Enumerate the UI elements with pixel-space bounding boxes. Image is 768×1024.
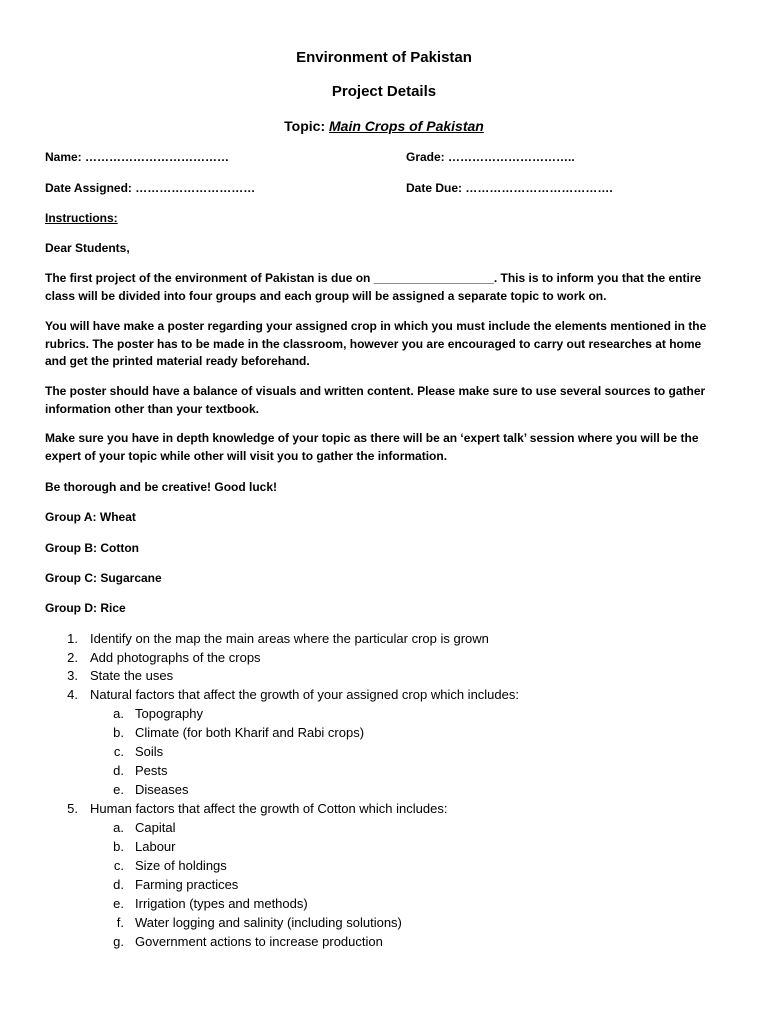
topic-line [0, 118, 768, 134]
document-title: Environment of Pakistan [296, 49, 472, 66]
topic-value: Main Crops of Pakistan [329, 118, 484, 134]
date-assigned-field: Date Assigned: ………………………… [45, 181, 256, 195]
group-d: Group D: Rice [45, 601, 126, 615]
list-marker: 4. [67, 687, 78, 702]
group-a: Group A: Wheat [45, 510, 136, 524]
list-marker: c. [113, 744, 124, 759]
topic-label: Topic: [284, 118, 330, 134]
list-text: Capital [135, 820, 176, 835]
list-text: Water logging and salinity (including solutions) [135, 915, 402, 930]
list-text: Labour [135, 839, 176, 854]
list-marker: 1. [67, 631, 78, 646]
list-marker: g. [113, 934, 124, 949]
list-text: Irrigation (types and methods) [135, 896, 308, 911]
list-marker: e. [113, 896, 124, 911]
list-text: Farming practices [135, 877, 239, 892]
grade-field: Grade: ………………………….. [406, 150, 575, 164]
list-text: Identify on the map the main areas where the particular crop is grown [90, 631, 489, 646]
paragraph-good-luck: Be thorough and be creative! Good luck! [45, 480, 278, 494]
paragraph-balance: The poster should have a balance of visuals and written content. Please make sure to use several sources to gather information other than your textbook. [45, 384, 706, 416]
list-marker: d. [113, 763, 124, 778]
list-text: Size of holdings [135, 858, 227, 873]
list-text: Natural factors that affect the growth of your assigned crop which includes: [90, 687, 519, 702]
list-marker: e. [113, 782, 124, 797]
list-text: Topography [135, 706, 203, 721]
list-marker: a. [113, 706, 124, 721]
list-text: Add photographs of the crops [90, 650, 261, 665]
list-marker: b. [113, 725, 124, 740]
list-marker: f. [116, 915, 124, 930]
paragraph-poster: You will have make a poster regarding your assigned crop in which you must include the elements mentioned in the rubrics. The poster has to be made in the classroom, however you are encouraged to carry out researches at home and get the printed material ready beforehand. [45, 319, 707, 368]
list-marker: b. [113, 839, 124, 854]
list-marker: 2. [67, 650, 78, 665]
list-text: Government actions to increase production [135, 934, 383, 949]
greeting: Dear Students, [45, 241, 130, 255]
list-text: Soils [135, 744, 164, 759]
list-marker: c. [113, 858, 124, 873]
list-text: Pests [135, 763, 168, 778]
group-c: Group C: Sugarcane [45, 571, 162, 585]
name-field: Name: ……………………………… [45, 150, 230, 164]
list-text: Human factors that affect the growth of Cotton which includes: [90, 801, 448, 816]
list-marker: d. [113, 877, 124, 892]
date-due-field: Date Due: ………………………………. [406, 181, 613, 195]
list-marker: 3. [67, 668, 78, 683]
group-b: Group B: Cotton [45, 541, 139, 555]
list-marker: a. [113, 820, 124, 835]
list-text: Climate (for both Kharif and Rabi crops) [135, 725, 365, 740]
list-marker: 5. [67, 801, 78, 816]
paragraph-due-date: The first project of the environment of Pakistan is due on __________________. This is to inform you that the entire class will be divided into four groups and each group will be assigned a separate topic to work on. [45, 271, 702, 303]
list-text: State the uses [90, 668, 174, 683]
paragraph-expert-talk: Make sure you have in depth knowledge of your topic as there will be an ‘expert talk’ session where you will be the expert of your topic while other will visit you to gather the information. [45, 431, 699, 463]
instructions-heading: Instructions: [45, 211, 118, 225]
list-text: Diseases [135, 782, 189, 797]
document-subtitle: Project Details [331, 83, 437, 100]
